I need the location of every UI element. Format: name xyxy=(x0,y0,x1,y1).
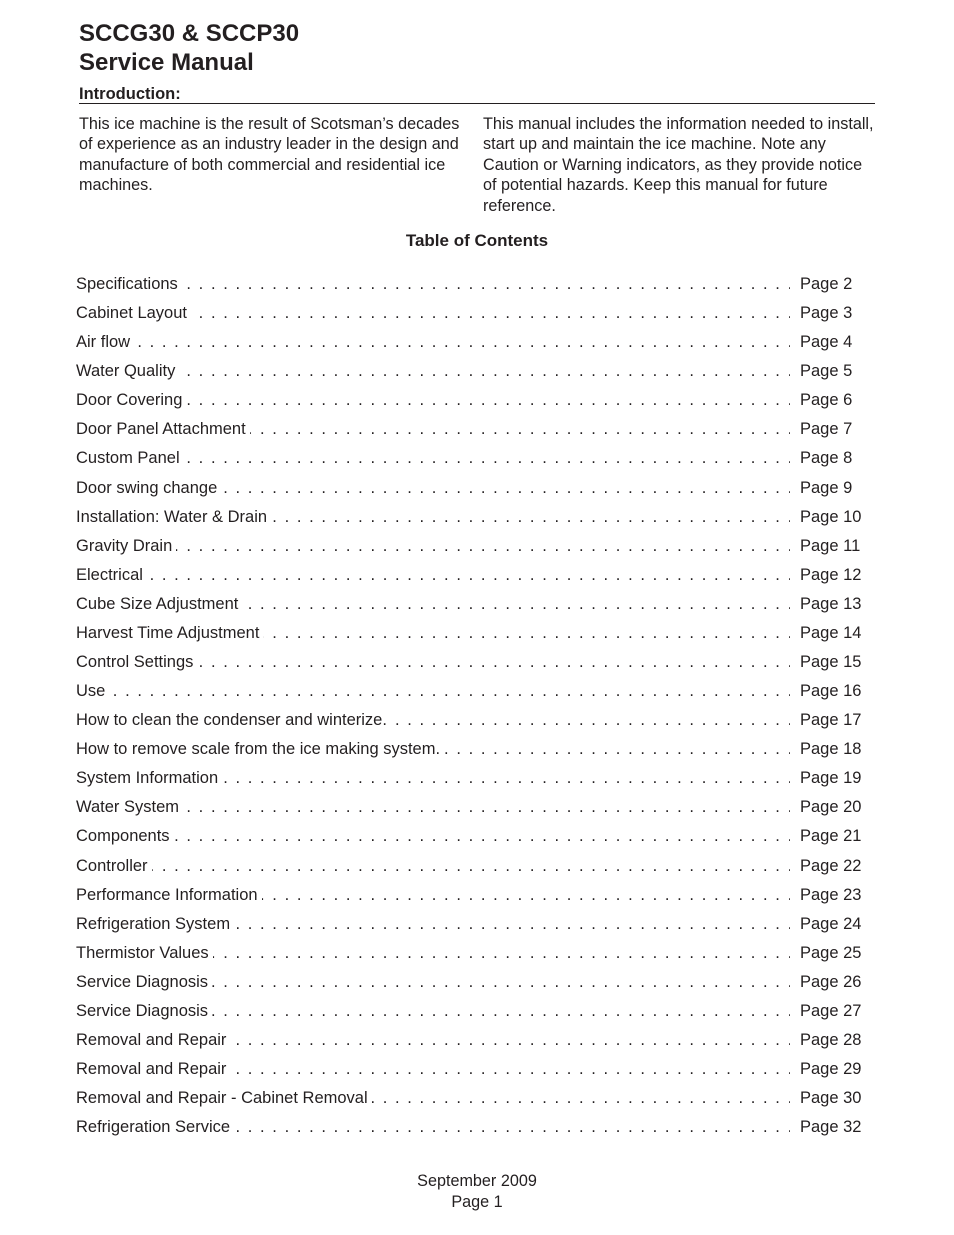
toc-entry[interactable] xyxy=(76,535,876,564)
toc-entry-label: Refrigeration Service xyxy=(76,1116,234,1138)
toc-entry[interactable] xyxy=(76,1000,876,1029)
section-heading: Introduction: xyxy=(79,85,181,103)
toc-entry-label: Water Quality xyxy=(76,360,179,382)
toc-entry[interactable] xyxy=(76,1029,876,1058)
toc-entry[interactable] xyxy=(76,447,876,476)
toc-entry-label: Specifications xyxy=(76,273,182,295)
toc-dot-leader xyxy=(76,360,790,382)
toc-entry-label: Water System xyxy=(76,796,183,818)
toc-entry-page: Page 32 xyxy=(800,1118,862,1137)
toc-entry-label: System Information xyxy=(76,767,222,789)
table-of-contents xyxy=(76,273,876,1145)
intro-paragraph-left: This ice machine is the result of Scotsman’s decades of experience as an industry leader in the design and manufacture of both commercial and residential ice machines. xyxy=(79,115,460,195)
toc-entry-page: Page 13 xyxy=(800,594,862,613)
toc-entry[interactable] xyxy=(76,506,876,535)
document-title xyxy=(79,19,299,77)
toc-entry-page: Page 22 xyxy=(800,856,862,875)
toc-entry[interactable] xyxy=(76,709,876,738)
toc-entry-label: Removal and Repair - Cabinet Removal xyxy=(76,1087,372,1109)
toc-entry-label: Thermistor Values xyxy=(76,942,213,964)
toc-dot-leader xyxy=(76,796,790,818)
toc-entry-page: Page 7 xyxy=(800,420,853,439)
toc-entry-page: Page 8 xyxy=(800,449,853,468)
toc-dot-leader xyxy=(76,273,790,295)
toc-entry[interactable] xyxy=(76,564,876,593)
toc-heading: Table of Contents xyxy=(405,231,549,250)
toc-entry-label: Performance Information xyxy=(76,884,262,906)
toc-entry-label: Refrigeration System xyxy=(76,913,234,935)
toc-entry[interactable] xyxy=(76,767,876,796)
toc-entry[interactable] xyxy=(76,477,876,506)
toc-entry[interactable] xyxy=(76,884,876,913)
toc-entry-label: Door Panel Attachment xyxy=(76,418,250,440)
toc-entry-label: Electrical xyxy=(76,564,147,586)
toc-entry-page: Page 6 xyxy=(800,391,853,410)
toc-entry[interactable] xyxy=(76,360,876,389)
toc-entry-label: Control Settings xyxy=(76,651,197,673)
toc-entry[interactable] xyxy=(76,971,876,1000)
toc-entry[interactable] xyxy=(76,1087,876,1116)
toc-entry[interactable] xyxy=(76,302,876,331)
toc-entry-page: Page 11 xyxy=(800,536,861,555)
toc-entry-page: Page 3 xyxy=(800,304,853,323)
footer-page-number: Page 1 xyxy=(451,1192,503,1211)
toc-entry-page: Page 16 xyxy=(800,682,862,701)
toc-entry-label: Door swing change xyxy=(76,477,221,499)
toc-entry-label: Removal and Repair xyxy=(76,1058,230,1080)
toc-entry[interactable] xyxy=(76,825,876,854)
toc-entry-label: Controller xyxy=(76,855,152,877)
toc-dot-leader xyxy=(76,535,790,557)
footer-date: September 2009 xyxy=(417,1172,537,1190)
toc-entry-page: Page 21 xyxy=(800,827,862,846)
toc-entry[interactable] xyxy=(76,331,876,360)
intro-paragraph-right: This manual includes the information needed to install, start up and maintain the ice machine. Note any Caution or Warning indicators, as they provide notice of potential hazards. Keep this manual for future reference. xyxy=(483,115,874,215)
toc-entry-page: Page 17 xyxy=(800,711,862,730)
toc-entry[interactable] xyxy=(76,593,876,622)
toc-dot-leader xyxy=(76,825,790,847)
toc-entry-page: Page 14 xyxy=(800,623,862,642)
toc-entry-page: Page 27 xyxy=(800,1001,862,1020)
toc-entry[interactable] xyxy=(76,622,876,651)
toc-entry[interactable] xyxy=(76,418,876,447)
toc-entry-label: Components xyxy=(76,825,174,847)
toc-dot-leader xyxy=(76,680,790,702)
toc-entry-label: Door Covering xyxy=(76,389,186,411)
toc-entry[interactable] xyxy=(76,942,876,971)
toc-entry-label: Removal and Repair xyxy=(76,1029,230,1051)
toc-entry[interactable] xyxy=(76,273,876,302)
title-model-line: SCCG30 & SCCP30 xyxy=(79,20,300,47)
toc-entry-page: Page 19 xyxy=(800,769,862,788)
page-footer xyxy=(0,1171,954,1212)
title-manual-line: Service Manual xyxy=(79,49,254,76)
toc-entry-label: Custom Panel xyxy=(76,447,184,469)
toc-entry-label: Harvest Time Adjustment xyxy=(76,622,263,644)
toc-entry-label: Service Diagnosis xyxy=(76,1000,212,1022)
toc-entry-page: Page 24 xyxy=(800,914,862,933)
toc-entry-page: Page 18 xyxy=(800,740,862,759)
toc-entry-page: Page 29 xyxy=(800,1060,862,1079)
toc-entry-page: Page 28 xyxy=(800,1031,862,1050)
toc-entry-label: Air flow xyxy=(76,331,134,353)
toc-entry[interactable] xyxy=(76,913,876,942)
toc-entry-label: Cabinet Layout xyxy=(76,302,191,324)
toc-entry[interactable] xyxy=(76,1116,876,1145)
toc-entry-page: Page 5 xyxy=(800,362,853,381)
toc-dot-leader xyxy=(76,331,790,353)
toc-entry-page: Page 26 xyxy=(800,972,862,991)
toc-entry-page: Page 25 xyxy=(800,943,862,962)
toc-entry[interactable] xyxy=(76,855,876,884)
toc-entry-page: Page 2 xyxy=(800,275,853,293)
toc-entry-page: Page 10 xyxy=(800,507,862,526)
header-divider xyxy=(79,103,875,104)
toc-entry-page: Page 12 xyxy=(800,565,862,584)
toc-entry-label: How to clean the condenser and winterize. xyxy=(76,709,391,731)
toc-entry-label: How to remove scale from the ice making system. xyxy=(76,738,444,760)
toc-entry[interactable] xyxy=(76,738,876,767)
toc-entry-label: Installation: Water & Drain xyxy=(76,506,271,528)
toc-entry[interactable] xyxy=(76,1058,876,1087)
toc-entry[interactable] xyxy=(76,389,876,418)
toc-entry[interactable] xyxy=(76,680,876,709)
toc-entry[interactable] xyxy=(76,796,876,825)
toc-entry[interactable] xyxy=(76,651,876,680)
toc-entry-label: Cube Size Adjustment xyxy=(76,593,242,615)
toc-entry-page: Page 15 xyxy=(800,653,862,672)
toc-entry-page: Page 4 xyxy=(800,333,853,352)
toc-entry-page: Page 30 xyxy=(800,1089,862,1108)
toc-entry-page: Page 20 xyxy=(800,798,862,817)
toc-entry-page: Page 23 xyxy=(800,885,862,904)
toc-dot-leader xyxy=(76,564,790,586)
toc-entry-page: Page 9 xyxy=(800,478,853,497)
toc-entry-label: Service Diagnosis xyxy=(76,971,212,993)
toc-entry-label: Use xyxy=(76,680,109,702)
toc-dot-leader xyxy=(76,855,790,877)
toc-entry-label: Gravity Drain xyxy=(76,535,176,557)
